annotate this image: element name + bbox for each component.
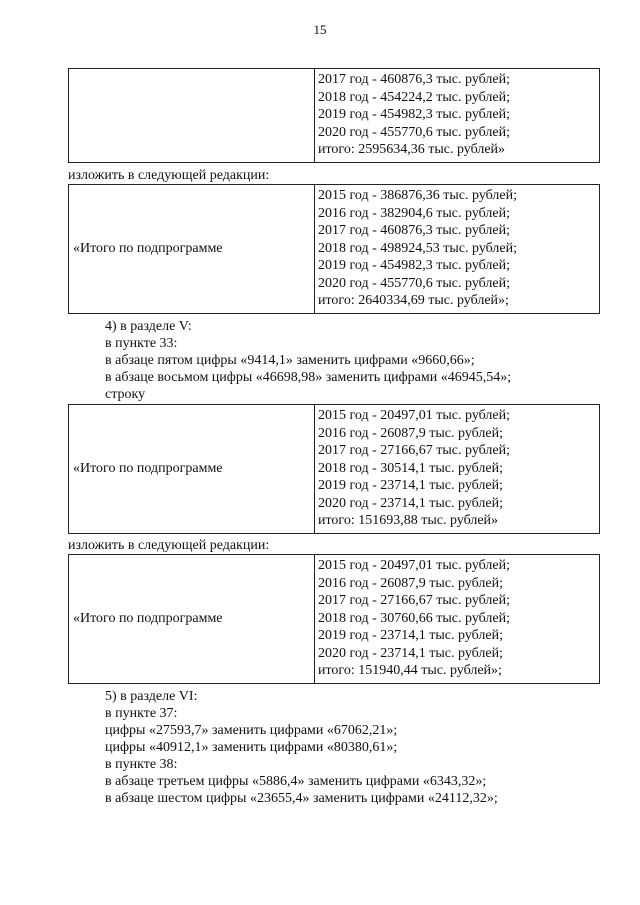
page-number: 15 bbox=[313, 22, 327, 37]
funding-total: итого: 151693,88 тыс. рублей» bbox=[318, 513, 499, 528]
amendment-text: цифры «27593,7» заменить цифрами «67062,21»; bbox=[105, 723, 398, 738]
table-label: «Итого по подпрограмме bbox=[69, 185, 315, 314]
funding-row: 2015 год - 20497,01 тыс. рублей; bbox=[318, 558, 511, 573]
funding-row: 2018 год - 454224,2 тыс. рублей; bbox=[318, 89, 511, 105]
table-label: «Итого по подпрограмме bbox=[69, 555, 315, 684]
point-heading: в пункте 37: bbox=[105, 706, 178, 721]
point-heading: в пункте 33: bbox=[105, 336, 178, 351]
funding-total: итого: 2640334,69 тыс. рублей»; bbox=[318, 293, 509, 308]
funding-row: 2018 год - 498924,53 тыс. рублей; bbox=[318, 240, 518, 256]
funding-row: 2018 год - 30760,66 тыс. рублей; bbox=[318, 610, 511, 626]
table-label bbox=[69, 69, 315, 163]
section-heading: 5) в разделе VI: bbox=[105, 689, 198, 704]
funding-table-2 bbox=[68, 184, 600, 314]
funding-cell bbox=[315, 69, 600, 163]
funding-row: 2020 год - 455770,6 тыс. рублей; bbox=[318, 124, 511, 140]
funding-row: 2020 год - 23714,1 тыс. рублей; bbox=[318, 645, 504, 661]
funding-row: 2019 год - 23714,1 тыс. рублей; bbox=[318, 478, 504, 493]
amendment-text: в абзаце третьем цифры «5886,4» заменить цифрами «6343,32»; bbox=[105, 774, 487, 789]
instruction-text: изложить в следующей редакции: bbox=[68, 538, 270, 553]
funding-total: итого: 151940,44 тыс. рублей»; bbox=[318, 663, 502, 678]
funding-total: итого: 2595634,36 тыс. рублей» bbox=[318, 142, 506, 157]
funding-row: 2018 год - 30514,1 тыс. рублей; bbox=[318, 460, 504, 476]
funding-cell bbox=[315, 405, 600, 534]
funding-row: 2019 год - 454982,3 тыс. рублей; bbox=[318, 258, 511, 273]
instruction-text: изложить в следующей редакции: bbox=[68, 168, 270, 183]
funding-row: 2019 год - 23714,1 тыс. рублей; bbox=[318, 628, 504, 643]
funding-row: 2019 год - 454982,3 тыс. рублей; bbox=[318, 107, 511, 122]
table-label: «Итого по подпрограмме bbox=[69, 405, 315, 534]
funding-cell bbox=[315, 555, 600, 684]
funding-row: 2016 год - 382904,6 тыс. рублей; bbox=[318, 205, 511, 221]
funding-row: 2017 год - 460876,3 тыс. рублей; bbox=[318, 223, 511, 238]
funding-table-1 bbox=[68, 68, 600, 163]
section-heading: 4) в разделе V: bbox=[105, 319, 192, 334]
funding-row: 2016 год - 26087,9 тыс. рублей; bbox=[318, 425, 504, 441]
amendment-text: цифры «40912,1» заменить цифрами «80380,61»; bbox=[105, 740, 398, 755]
funding-row: 2020 год - 23714,1 тыс. рублей; bbox=[318, 495, 504, 511]
funding-table-4 bbox=[68, 554, 600, 684]
instruction-text: строку bbox=[105, 387, 146, 402]
point-heading: в пункте 38: bbox=[105, 757, 178, 772]
funding-row: 2017 год - 27166,67 тыс. рублей; bbox=[318, 593, 511, 608]
funding-row: 2016 год - 26087,9 тыс. рублей; bbox=[318, 575, 504, 591]
amendment-text: в абзаце шестом цифры «23655,4» заменить цифрами «24112,32»; bbox=[105, 791, 498, 806]
amendment-text: в абзаце восьмом цифры «46698,98» заменить цифрами «46945,54»; bbox=[105, 370, 512, 385]
funding-row: 2020 год - 455770,6 тыс. рублей; bbox=[318, 275, 511, 291]
funding-row: 2015 год - 20497,01 тыс. рублей; bbox=[318, 408, 511, 423]
funding-row: 2015 год - 386876,36 тыс. рублей; bbox=[318, 188, 518, 203]
funding-table-3 bbox=[68, 404, 600, 534]
funding-row: 2017 год - 27166,67 тыс. рублей; bbox=[318, 443, 511, 458]
funding-cell bbox=[315, 185, 600, 314]
funding-row: 2017 год - 460876,3 тыс. рублей; bbox=[318, 72, 511, 87]
amendment-text: в абзаце пятом цифры «9414,1» заменить цифрами «9660,66»; bbox=[105, 353, 475, 368]
